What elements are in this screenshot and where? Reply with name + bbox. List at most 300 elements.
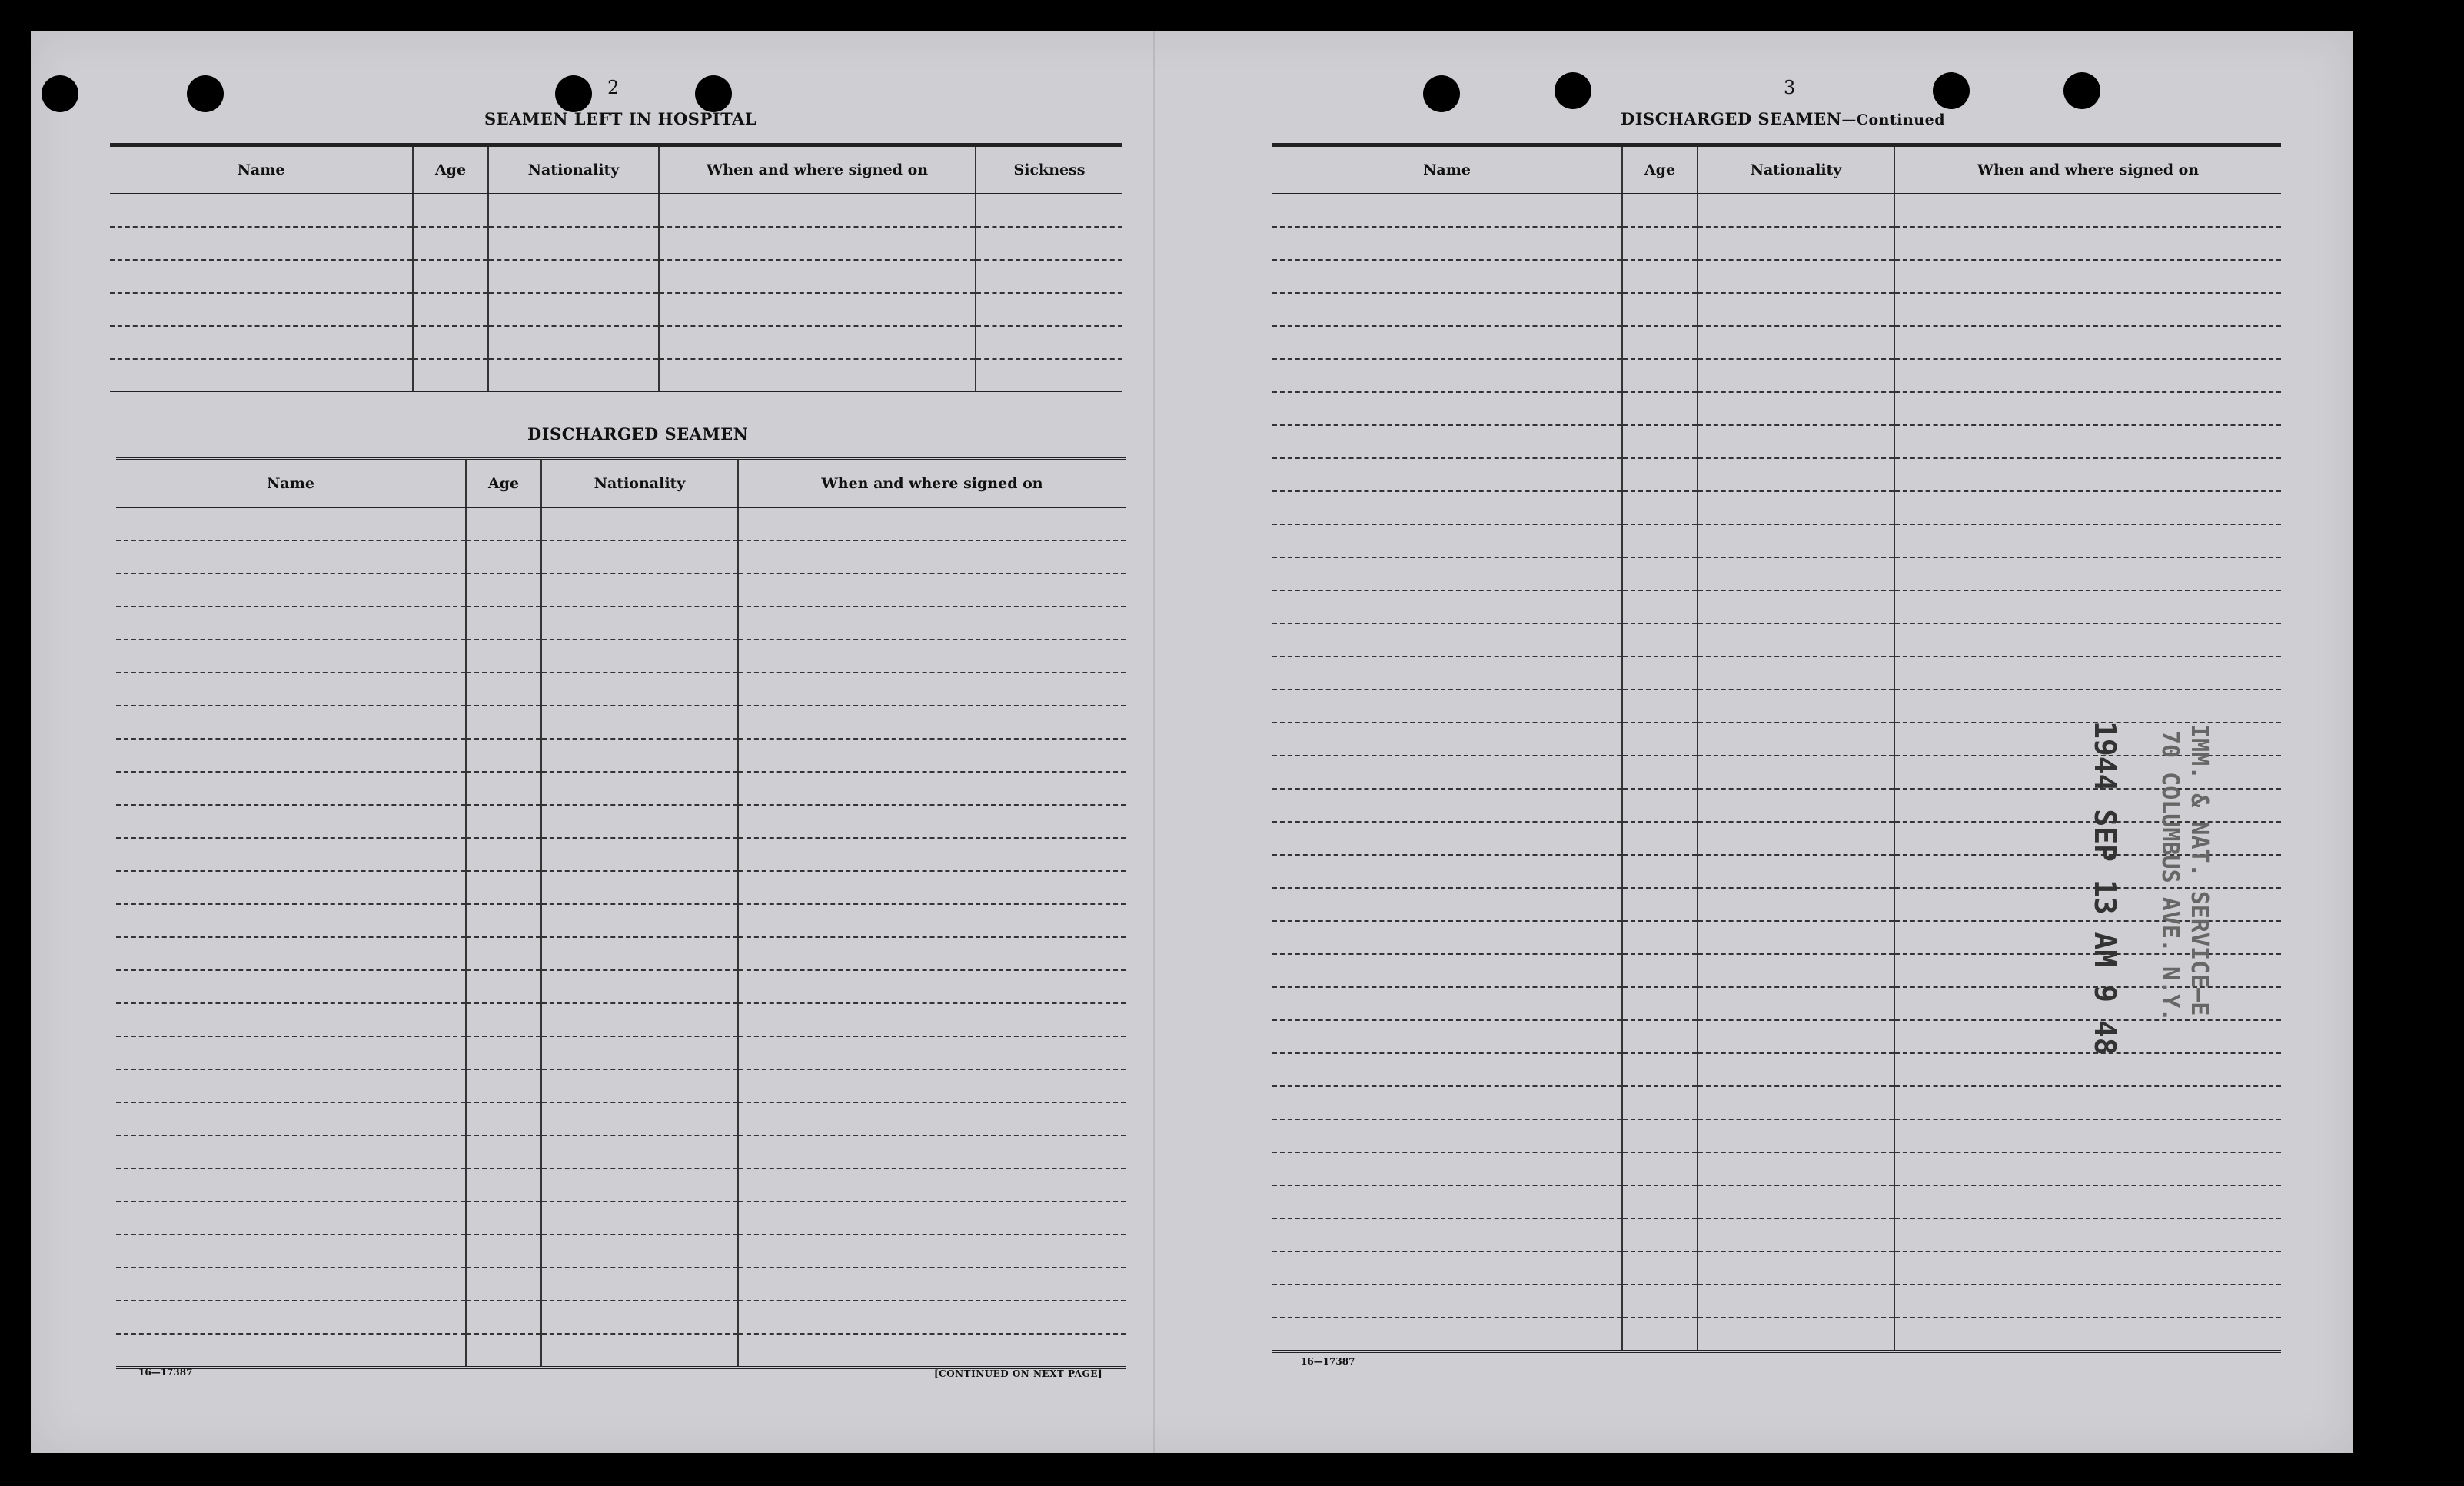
table-row: [1272, 888, 2281, 921]
table-cell: [116, 607, 466, 640]
table-row: [1272, 392, 2281, 425]
table-row: [116, 838, 1126, 871]
table-cell: [1894, 623, 2281, 657]
table-cell: [541, 1003, 738, 1036]
table-cell: [738, 1036, 1126, 1069]
col-header-name: Name: [1272, 145, 1622, 194]
table-cell: [116, 970, 466, 1003]
table-cell: [738, 805, 1126, 838]
table-cell: [116, 838, 466, 871]
table-row: [1272, 1119, 2281, 1152]
table-cell: [466, 1003, 541, 1036]
punch-hole: [42, 75, 78, 112]
table-row: [1272, 1218, 2281, 1252]
table-cell: [1272, 1119, 1622, 1152]
table-cell: [738, 1334, 1126, 1368]
table-cell: [1272, 326, 1622, 359]
table-cell: [1272, 888, 1622, 921]
table-cell: [1894, 458, 2281, 491]
punch-hole: [187, 75, 224, 112]
table-cell: [466, 1036, 541, 1069]
page-fold: [1153, 31, 1155, 1453]
table-cell: [488, 194, 659, 227]
table-cell: [541, 1235, 738, 1268]
page-number: 3: [1784, 77, 1796, 98]
table-row: [1272, 690, 2281, 723]
table-row: [1272, 822, 2281, 855]
table-cell: [1894, 260, 2281, 293]
table-cell: [1622, 623, 1698, 657]
col-header-age: Age: [413, 145, 488, 194]
table-row: [116, 1069, 1126, 1102]
table-cell: [466, 739, 541, 772]
table-row: [1272, 590, 2281, 623]
table-row: [110, 194, 1122, 227]
table-cell: [1272, 260, 1622, 293]
table-cell: [541, 640, 738, 673]
table-cell: [488, 326, 659, 359]
table-cell: [738, 970, 1126, 1003]
table-cell: [466, 838, 541, 871]
table-cell: [466, 1069, 541, 1102]
table-cell: [110, 227, 413, 260]
table-cell: [738, 673, 1126, 706]
table-cell: [466, 1301, 541, 1334]
table-cell: [466, 1169, 541, 1202]
table-cell: [541, 1301, 738, 1334]
table-cell: [110, 194, 413, 227]
table-cell: [1894, 194, 2281, 227]
table-cell: [1622, 557, 1698, 590]
punch-hole: [1555, 72, 1591, 109]
table-cell: [1272, 1185, 1622, 1218]
table-row: [116, 1169, 1126, 1202]
table-cell: [466, 540, 541, 573]
table-cell: [116, 706, 466, 739]
table-cell: [1698, 590, 1894, 623]
table-cell: [1272, 392, 1622, 425]
table-row: [116, 1268, 1126, 1301]
col-header-age: Age: [1622, 145, 1698, 194]
table-cell: [1622, 789, 1698, 822]
table-cell: [1272, 425, 1622, 458]
table-cell: [1622, 1152, 1698, 1185]
table-cell: [466, 1268, 541, 1301]
table-cell: [1698, 1318, 1894, 1351]
table-cell: [1272, 1020, 1622, 1053]
table-cell: [738, 540, 1126, 573]
table-row: [1272, 789, 2281, 822]
table-row: [116, 1102, 1126, 1135]
table-cell: [1622, 1318, 1698, 1351]
table-cell: [541, 1268, 738, 1301]
table-cell: [541, 904, 738, 937]
table-cell: [1698, 1152, 1894, 1185]
table-row: [1272, 623, 2281, 657]
table-cell: [466, 1135, 541, 1169]
discharged-section-title: DISCHARGED SEAMEN: [527, 424, 749, 444]
table-cell: [1698, 227, 1894, 260]
table-cell: [1698, 690, 1894, 723]
table-cell: [488, 227, 659, 260]
table-cell: [738, 573, 1126, 607]
table-row: [1272, 260, 2281, 293]
table-cell: [541, 970, 738, 1003]
table-cell: [1272, 1152, 1622, 1185]
table-cell: [413, 326, 488, 359]
col-header-signed-on: When and where signed on: [659, 145, 976, 194]
table-cell: [1894, 1185, 2281, 1218]
table-cell: [1698, 458, 1894, 491]
table-cell: [116, 904, 466, 937]
table-cell: [738, 871, 1126, 904]
table-cell: [738, 607, 1126, 640]
table-cell: [541, 838, 738, 871]
date-stamp: 1944 SEP 13 AM 9 48: [2088, 721, 2122, 1055]
table-cell: [1272, 491, 1622, 524]
table-cell: [659, 260, 976, 293]
table-cell: [1894, 293, 2281, 326]
table-cell: [1894, 491, 2281, 524]
table-cell: [541, 1102, 738, 1135]
table-cell: [1622, 260, 1698, 293]
table-cell: [541, 1334, 738, 1368]
table-row: [1272, 1152, 2281, 1185]
col-header-signed-on: When and where signed on: [1894, 145, 2281, 194]
table-row: [1272, 227, 2281, 260]
table-row: [1272, 1185, 2281, 1218]
col-header-name: Name: [110, 145, 413, 194]
table-cell: [116, 937, 466, 970]
col-header-nationality: Nationality: [1698, 145, 1894, 194]
table-cell: [1894, 1152, 2281, 1185]
table-cell: [116, 1069, 466, 1102]
table-cell: [1622, 1086, 1698, 1119]
table-cell: [738, 1235, 1126, 1268]
table-row: [116, 871, 1126, 904]
table-cell: [1698, 921, 1894, 954]
table-cell: [1272, 194, 1622, 227]
table-cell: [1698, 1252, 1894, 1285]
table-cell: [541, 739, 738, 772]
table-row: [1272, 194, 2281, 227]
table-cell: [1698, 425, 1894, 458]
punch-hole: [555, 75, 592, 112]
table-cell: [541, 871, 738, 904]
table-cell: [1622, 194, 1698, 227]
table-cell: [1698, 1285, 1894, 1318]
table-cell: [466, 1202, 541, 1235]
table-cell: [466, 904, 541, 937]
table-cell: [413, 194, 488, 227]
table-cell: [413, 227, 488, 260]
table-cell: [1698, 326, 1894, 359]
table-cell: [1698, 1053, 1894, 1086]
table-cell: [541, 573, 738, 607]
col-header-nationality: Nationality: [488, 145, 659, 194]
table-cell: [976, 359, 1122, 393]
table-row: [1272, 359, 2281, 392]
table-cell: [466, 706, 541, 739]
table-cell: [1894, 359, 2281, 392]
table-cell: [1894, 557, 2281, 590]
table-cell: [541, 805, 738, 838]
table-row: [116, 607, 1126, 640]
table-cell: [659, 227, 976, 260]
table-cell: [1894, 1318, 2281, 1351]
table-cell: [116, 1334, 466, 1368]
table-cell: [1622, 723, 1698, 756]
table-cell: [1698, 1218, 1894, 1252]
table-cell: [116, 673, 466, 706]
table-row: [116, 805, 1126, 838]
table-row: [116, 673, 1126, 706]
table-cell: [1272, 723, 1622, 756]
table-row: [1272, 921, 2281, 954]
table-row: [1272, 723, 2281, 756]
table-cell: [110, 260, 413, 293]
table-cell: [1622, 888, 1698, 921]
table-cell: [1272, 1318, 1622, 1351]
table-cell: [116, 540, 466, 573]
table-row: [110, 326, 1122, 359]
table-cell: [110, 326, 413, 359]
table-cell: [541, 1069, 738, 1102]
table-cell: [976, 326, 1122, 359]
table-row: [1272, 954, 2281, 987]
table-cell: [1272, 293, 1622, 326]
table-cell: [976, 260, 1122, 293]
table-cell: [1272, 822, 1622, 855]
table-cell: [738, 1003, 1126, 1036]
table-cell: [1272, 789, 1622, 822]
table-cell: [1894, 1119, 2281, 1152]
table-cell: [466, 1235, 541, 1268]
table-row: [110, 359, 1122, 393]
table-cell: [1272, 1053, 1622, 1086]
table-cell: [976, 194, 1122, 227]
table-cell: [116, 1036, 466, 1069]
punch-hole: [1933, 72, 1970, 109]
table-cell: [1894, 690, 2281, 723]
form-number: 16—17387: [138, 1367, 193, 1378]
table-cell: [116, 805, 466, 838]
table-cell: [738, 1069, 1126, 1102]
table-row: [1272, 855, 2281, 888]
table-cell: [116, 640, 466, 673]
table-cell: [466, 1102, 541, 1135]
table-cell: [738, 739, 1126, 772]
table-cell: [116, 871, 466, 904]
table-cell: [1698, 822, 1894, 855]
table-cell: [1272, 954, 1622, 987]
table-cell: [738, 1301, 1126, 1334]
table-cell: [1272, 690, 1622, 723]
table-row: [1272, 987, 2281, 1020]
hospital-section-title: SEAMEN LEFT IN HOSPITAL: [484, 109, 757, 128]
table-cell: [1622, 227, 1698, 260]
office-stamp: IMM. & NAT. SERVICE—E: [2186, 724, 2213, 1016]
table-cell: [738, 1102, 1126, 1135]
table-cell: [1622, 756, 1698, 789]
table-cell: [1698, 1119, 1894, 1152]
table-cell: [1622, 690, 1698, 723]
page-number: 2: [607, 77, 620, 98]
table-cell: [541, 673, 738, 706]
table-cell: [1622, 1252, 1698, 1285]
table-cell: [1272, 359, 1622, 392]
table-cell: [1272, 987, 1622, 1020]
table-row: [1272, 557, 2281, 590]
table-cell: [1894, 1285, 2281, 1318]
table-row: [116, 507, 1126, 540]
punch-hole: [1423, 75, 1460, 112]
table-cell: [1272, 557, 1622, 590]
table-row: [1272, 491, 2281, 524]
table-row: [1272, 293, 2281, 326]
table-cell: [1698, 524, 1894, 557]
table-cell: [1622, 921, 1698, 954]
table-row: [1272, 326, 2281, 359]
table-cell: [1622, 359, 1698, 392]
table-cell: [1622, 293, 1698, 326]
table-cell: [659, 326, 976, 359]
table-cell: [738, 1169, 1126, 1202]
table-cell: [541, 772, 738, 805]
table-cell: [541, 607, 738, 640]
table-cell: [541, 1135, 738, 1169]
table-cell: [1894, 425, 2281, 458]
title-main: DISCHARGED SEAMEN: [1621, 109, 1842, 128]
form-number: 16—17387: [1301, 1356, 1355, 1367]
table-cell: [1894, 326, 2281, 359]
table-cell: [1272, 623, 1622, 657]
table-row: [1272, 657, 2281, 690]
table-cell: [1622, 326, 1698, 359]
title-suffix: —Continued: [1841, 111, 1945, 128]
table-cell: [1272, 227, 1622, 260]
col-header-signed-on: When and where signed on: [738, 459, 1126, 508]
table-cell: [1622, 1020, 1698, 1053]
table-cell: [1622, 524, 1698, 557]
table-cell: [1622, 822, 1698, 855]
table-cell: [413, 359, 488, 393]
punch-hole: [2063, 72, 2100, 109]
table-cell: [738, 507, 1126, 540]
table-cell: [466, 573, 541, 607]
table-row: [116, 1135, 1126, 1169]
table-cell: [1622, 954, 1698, 987]
table-cell: [541, 706, 738, 739]
table-row: [116, 640, 1126, 673]
table-cell: [116, 1003, 466, 1036]
table-cell: [488, 293, 659, 326]
table-cell: [738, 904, 1126, 937]
table-cell: [1698, 491, 1894, 524]
table-cell: [110, 293, 413, 326]
table-cell: [1622, 1119, 1698, 1152]
table-cell: [1894, 392, 2281, 425]
table-cell: [116, 1102, 466, 1135]
table-cell: [1894, 1053, 2281, 1086]
table-cell: [1894, 524, 2281, 557]
table-cell: [1698, 789, 1894, 822]
discharged-continued-title: [1621, 109, 1945, 128]
table-row: [1272, 756, 2281, 789]
col-header-age: Age: [466, 459, 541, 508]
table-cell: [659, 194, 976, 227]
table-cell: [1698, 260, 1894, 293]
table-row: [116, 937, 1126, 970]
table-cell: [1698, 888, 1894, 921]
table-row: [116, 1301, 1126, 1334]
table-cell: [466, 937, 541, 970]
table-row: [116, 706, 1126, 739]
table-cell: [116, 1202, 466, 1235]
table-cell: [1698, 987, 1894, 1020]
table-cell: [738, 1202, 1126, 1235]
table-cell: [1272, 855, 1622, 888]
table-row: [1272, 1053, 2281, 1086]
continued-note: [CONTINUED ON NEXT PAGE]: [934, 1368, 1103, 1379]
table-row: [116, 1003, 1126, 1036]
table-cell: [541, 937, 738, 970]
table-cell: [738, 706, 1126, 739]
table-cell: [466, 1334, 541, 1368]
table-row: [1272, 425, 2281, 458]
table-cell: [976, 227, 1122, 260]
table-cell: [1894, 1086, 2281, 1119]
table-row: [1272, 458, 2281, 491]
table-cell: [1698, 954, 1894, 987]
table-cell: [738, 937, 1126, 970]
table-cell: [738, 772, 1126, 805]
table-cell: [1698, 1185, 1894, 1218]
table-cell: [466, 507, 541, 540]
col-header-nationality: Nationality: [541, 459, 738, 508]
table-cell: [1698, 756, 1894, 789]
table-row: [1272, 1252, 2281, 1285]
table-row: [110, 227, 1122, 260]
table-cell: [488, 359, 659, 393]
table-cell: [1698, 1020, 1894, 1053]
table-cell: [1698, 657, 1894, 690]
table-cell: [541, 1036, 738, 1069]
table-cell: [1698, 194, 1894, 227]
table-cell: [116, 1268, 466, 1301]
table-row: [1272, 524, 2281, 557]
table-cell: [466, 805, 541, 838]
discharged-table: [116, 457, 1126, 1369]
table-row: [110, 293, 1122, 326]
table-cell: [1272, 458, 1622, 491]
table-cell: [1272, 921, 1622, 954]
table-cell: [1894, 657, 2281, 690]
table-cell: [1622, 1185, 1698, 1218]
table-cell: [1698, 723, 1894, 756]
col-header-sickness: Sickness: [976, 145, 1122, 194]
table-cell: [1698, 1086, 1894, 1119]
table-row: [116, 540, 1126, 573]
table-cell: [541, 1202, 738, 1235]
table-row: [116, 904, 1126, 937]
table-cell: [1272, 524, 1622, 557]
table-cell: [116, 1301, 466, 1334]
table-cell: [488, 260, 659, 293]
table-cell: [1698, 359, 1894, 392]
table-cell: [1622, 392, 1698, 425]
table-cell: [738, 1135, 1126, 1169]
